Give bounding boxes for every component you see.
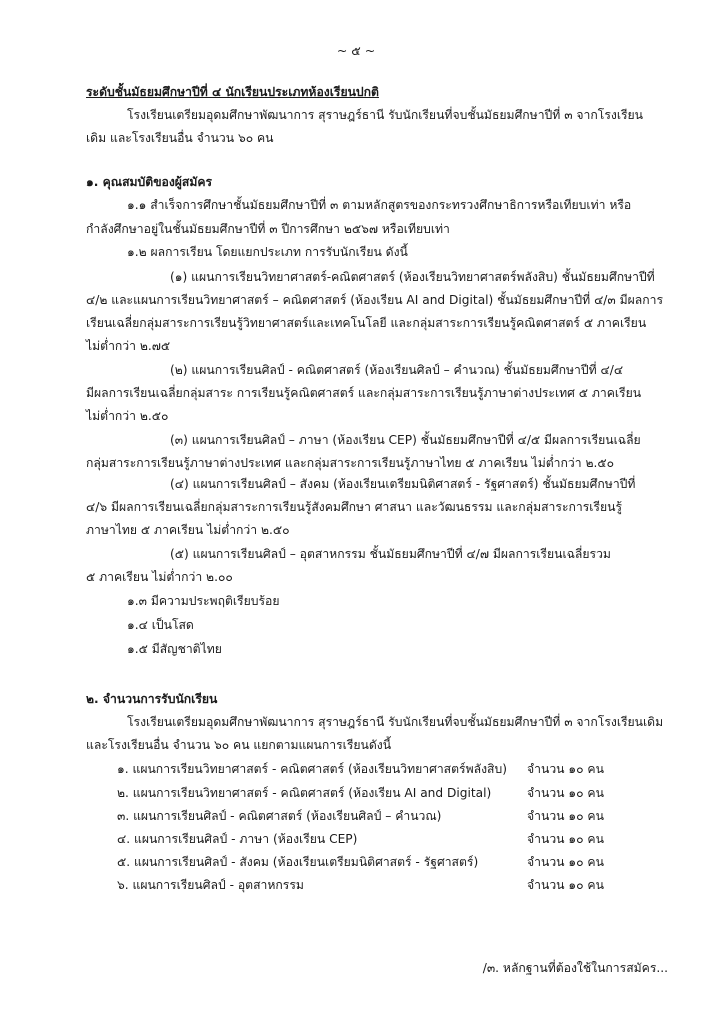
allocation-row bbox=[117, 878, 617, 896]
allocation-count: จำนวน ๑๐ คน bbox=[527, 809, 604, 823]
allocation-count: จำนวน ๑๐ คน bbox=[527, 878, 604, 892]
qualification-line: เรียนเฉลี่ยกลุ่มสาระการเรียนรู้วิทยาศาสตร์และเทคโนโลยี และกลุ่มสาระการเรียนรู้คณิตศาสตร์ ๕ ภาคเรียน bbox=[86, 316, 647, 330]
qualification-line: กลุ่มสาระการเรียนรู้ภาษาต่างประเทศ และกลุ่มสาระการเรียนรู้ภาษาไทย ๕ ภาคเรียน ไม่ต่ำกว่า ๒.๕๐ bbox=[86, 456, 615, 470]
allocation-row bbox=[117, 832, 617, 850]
qualification-line: ๔/๖ มีผลการเรียนเฉลี่ยกลุ่มสาระการเรียนรู้สังคมศึกษา ศาสนา และวัฒนธรรม และกลุ่มสาระการเรียนรู้ bbox=[86, 500, 622, 514]
allocation-row bbox=[117, 809, 617, 827]
qualification-line: (๒) แผนการเรียนศิลป์ - คณิตศาสตร์ (ห้องเรียนศิลป์ – คำนวณ) ชั้นมัธยมศึกษาปีที่ ๔/๔ bbox=[170, 363, 624, 377]
section-heading: ระดับชั้นมัธยมศึกษาปีที่ ๔ นักเรียนประเภทห้องเรียนปกติ bbox=[86, 85, 379, 99]
qualification-line: ไม่ต่ำกว่า ๒.๕๐ bbox=[86, 409, 169, 423]
allocation-plan: ๔. แผนการเรียนศิลป์ - ภาษา (ห้องเรียน CEP) bbox=[117, 832, 358, 846]
qualification-line: ๑.๒ ผลการเรียน โดยแยกประเภท การรับนักเรียน ดังนี้ bbox=[127, 245, 408, 259]
qualification-line: ๔/๒ และแผนการเรียนวิทยาศาสตร์ – คณิตศาสตร์ (ห้องเรียน AI and Digital) ชั้นมัธยมศึกษาปีที่ ๔/๓ มีผลการ bbox=[86, 293, 664, 307]
allocation-plan: ๒. แผนการเรียนวิทยาศาสตร์ - คณิตศาสตร์ (ห้องเรียน AI and Digital) bbox=[117, 786, 492, 800]
allocation-plan: ๓. แผนการเรียนศิลป์ - คณิตศาสตร์ (ห้องเรียนศิลป์ – คำนวณ) bbox=[117, 809, 442, 823]
allocation-row bbox=[117, 762, 617, 780]
admission-count-title: ๒. จำนวนการรับนักเรียน bbox=[86, 692, 218, 706]
qualification-line: (๔) แผนการเรียนศิลป์ – สังคม (ห้องเรียนเตรียมนิติศาสตร์ - รัฐศาสตร์) ชั้นมัธยมศึกษาปีที่ bbox=[170, 477, 636, 491]
allocation-count: จำนวน ๑๐ คน bbox=[527, 855, 604, 869]
qualification-line: ๑.๓ มีความประพฤติเรียบร้อย bbox=[127, 594, 280, 608]
qualification-line: ๑.๑ สำเร็จการศึกษาชั้นมัธยมศึกษาปีที่ ๓ ตามหลักสูตรของกระทรวงศึกษาธิการหรือเทียบเท่า หรือ bbox=[127, 198, 632, 212]
allocation-row bbox=[117, 855, 617, 873]
qualification-line: ภาษาไทย ๕ ภาคเรียน ไม่ต่ำกว่า ๒.๕๐ bbox=[86, 523, 290, 537]
continuation-footer: /๓. หลักฐานที่ต้องใช้ในการสมัคร... bbox=[482, 961, 668, 975]
admission-intro-line-2: และโรงเรียนอื่น จำนวน ๖๐ คน แยกตามแผนการเรียนดังนี้ bbox=[86, 738, 392, 752]
qualifications-title: ๑. คุณสมบัติของผู้สมัคร bbox=[86, 175, 213, 189]
qualification-line: (๓) แผนการเรียนศิลป์ – ภาษา (ห้องเรียน CEP) ชั้นมัธยมศึกษาปีที่ ๔/๕ มีผลการเรียนเฉลี่ย bbox=[170, 433, 641, 447]
allocation-plan: ๑. แผนการเรียนวิทยาศาสตร์ - คณิตศาสตร์ (ห้องเรียนวิทยาศาสตร์พลังสิบ) bbox=[117, 762, 507, 776]
allocation-count: จำนวน ๑๐ คน bbox=[527, 762, 604, 776]
allocation-count: จำนวน ๑๐ คน bbox=[527, 786, 604, 800]
qualification-line: กำลังศึกษาอยู่ในชั้นมัธยมศึกษาปีที่ ๓ ปีการศึกษา ๒๕๖๗ หรือเทียบเท่า bbox=[86, 222, 450, 236]
allocation-plan: ๕. แผนการเรียนศิลป์ - สังคม (ห้องเรียนเตรียมนิติศาสตร์ - รัฐศาสตร์) bbox=[117, 855, 479, 869]
intro-line-1: โรงเรียนเตรียมอุดมศึกษาพัฒนาการ สุราษฎร์ธานี รับนักเรียนที่จบชั้นมัธยมศึกษาปีที่ ๓ จากโรงเรียน bbox=[127, 108, 643, 122]
intro-line-2: เดิม และโรงเรียนอื่น จำนวน ๖๐ คน bbox=[86, 131, 274, 145]
qualification-line: ๑.๕ มีสัญชาติไทย bbox=[127, 642, 222, 656]
qualification-line: ไม่ต่ำกว่า ๒.๗๕ bbox=[86, 339, 171, 353]
admission-intro-line-1: โรงเรียนเตรียมอุดมศึกษาพัฒนาการ สุราษฎร์ธานี รับนักเรียนที่จบชั้นมัธยมศึกษาปีที่ ๓ จากโรงเรียนเดิม bbox=[127, 715, 664, 729]
page-number: ~ ๕ ~ bbox=[336, 43, 376, 58]
qualification-line: (๕) แผนการเรียนศิลป์ – อุตสาหกรรม ชั้นมัธยมศึกษาปีที่ ๔/๗ มีผลการเรียนเฉลี่ยรวม bbox=[170, 547, 611, 561]
qualification-line: มีผลการเรียนเฉลี่ยกลุ่มสาระ การเรียนรู้คณิตศาสตร์ และกลุ่มสาระการเรียนรู้ภาษาต่างประเทศ ๕ ภาคเรียน bbox=[86, 386, 642, 400]
allocation-plan: ๖. แผนการเรียนศิลป์ - อุตสาหกรรม bbox=[117, 878, 304, 892]
allocation-row bbox=[117, 786, 617, 804]
allocation-count: จำนวน ๑๐ คน bbox=[527, 832, 604, 846]
qualification-line: ๑.๔ เป็นโสด bbox=[127, 618, 194, 632]
qualification-line: (๑) แผนการเรียนวิทยาศาสตร์-คณิตศาสตร์ (ห้องเรียนวิทยาศาสตร์พลังสิบ) ชั้นมัธยมศึกษาปีที่ bbox=[170, 270, 655, 284]
qualification-line: ๕ ภาคเรียน ไม่ต่ำกว่า ๒.๐๐ bbox=[86, 570, 233, 584]
